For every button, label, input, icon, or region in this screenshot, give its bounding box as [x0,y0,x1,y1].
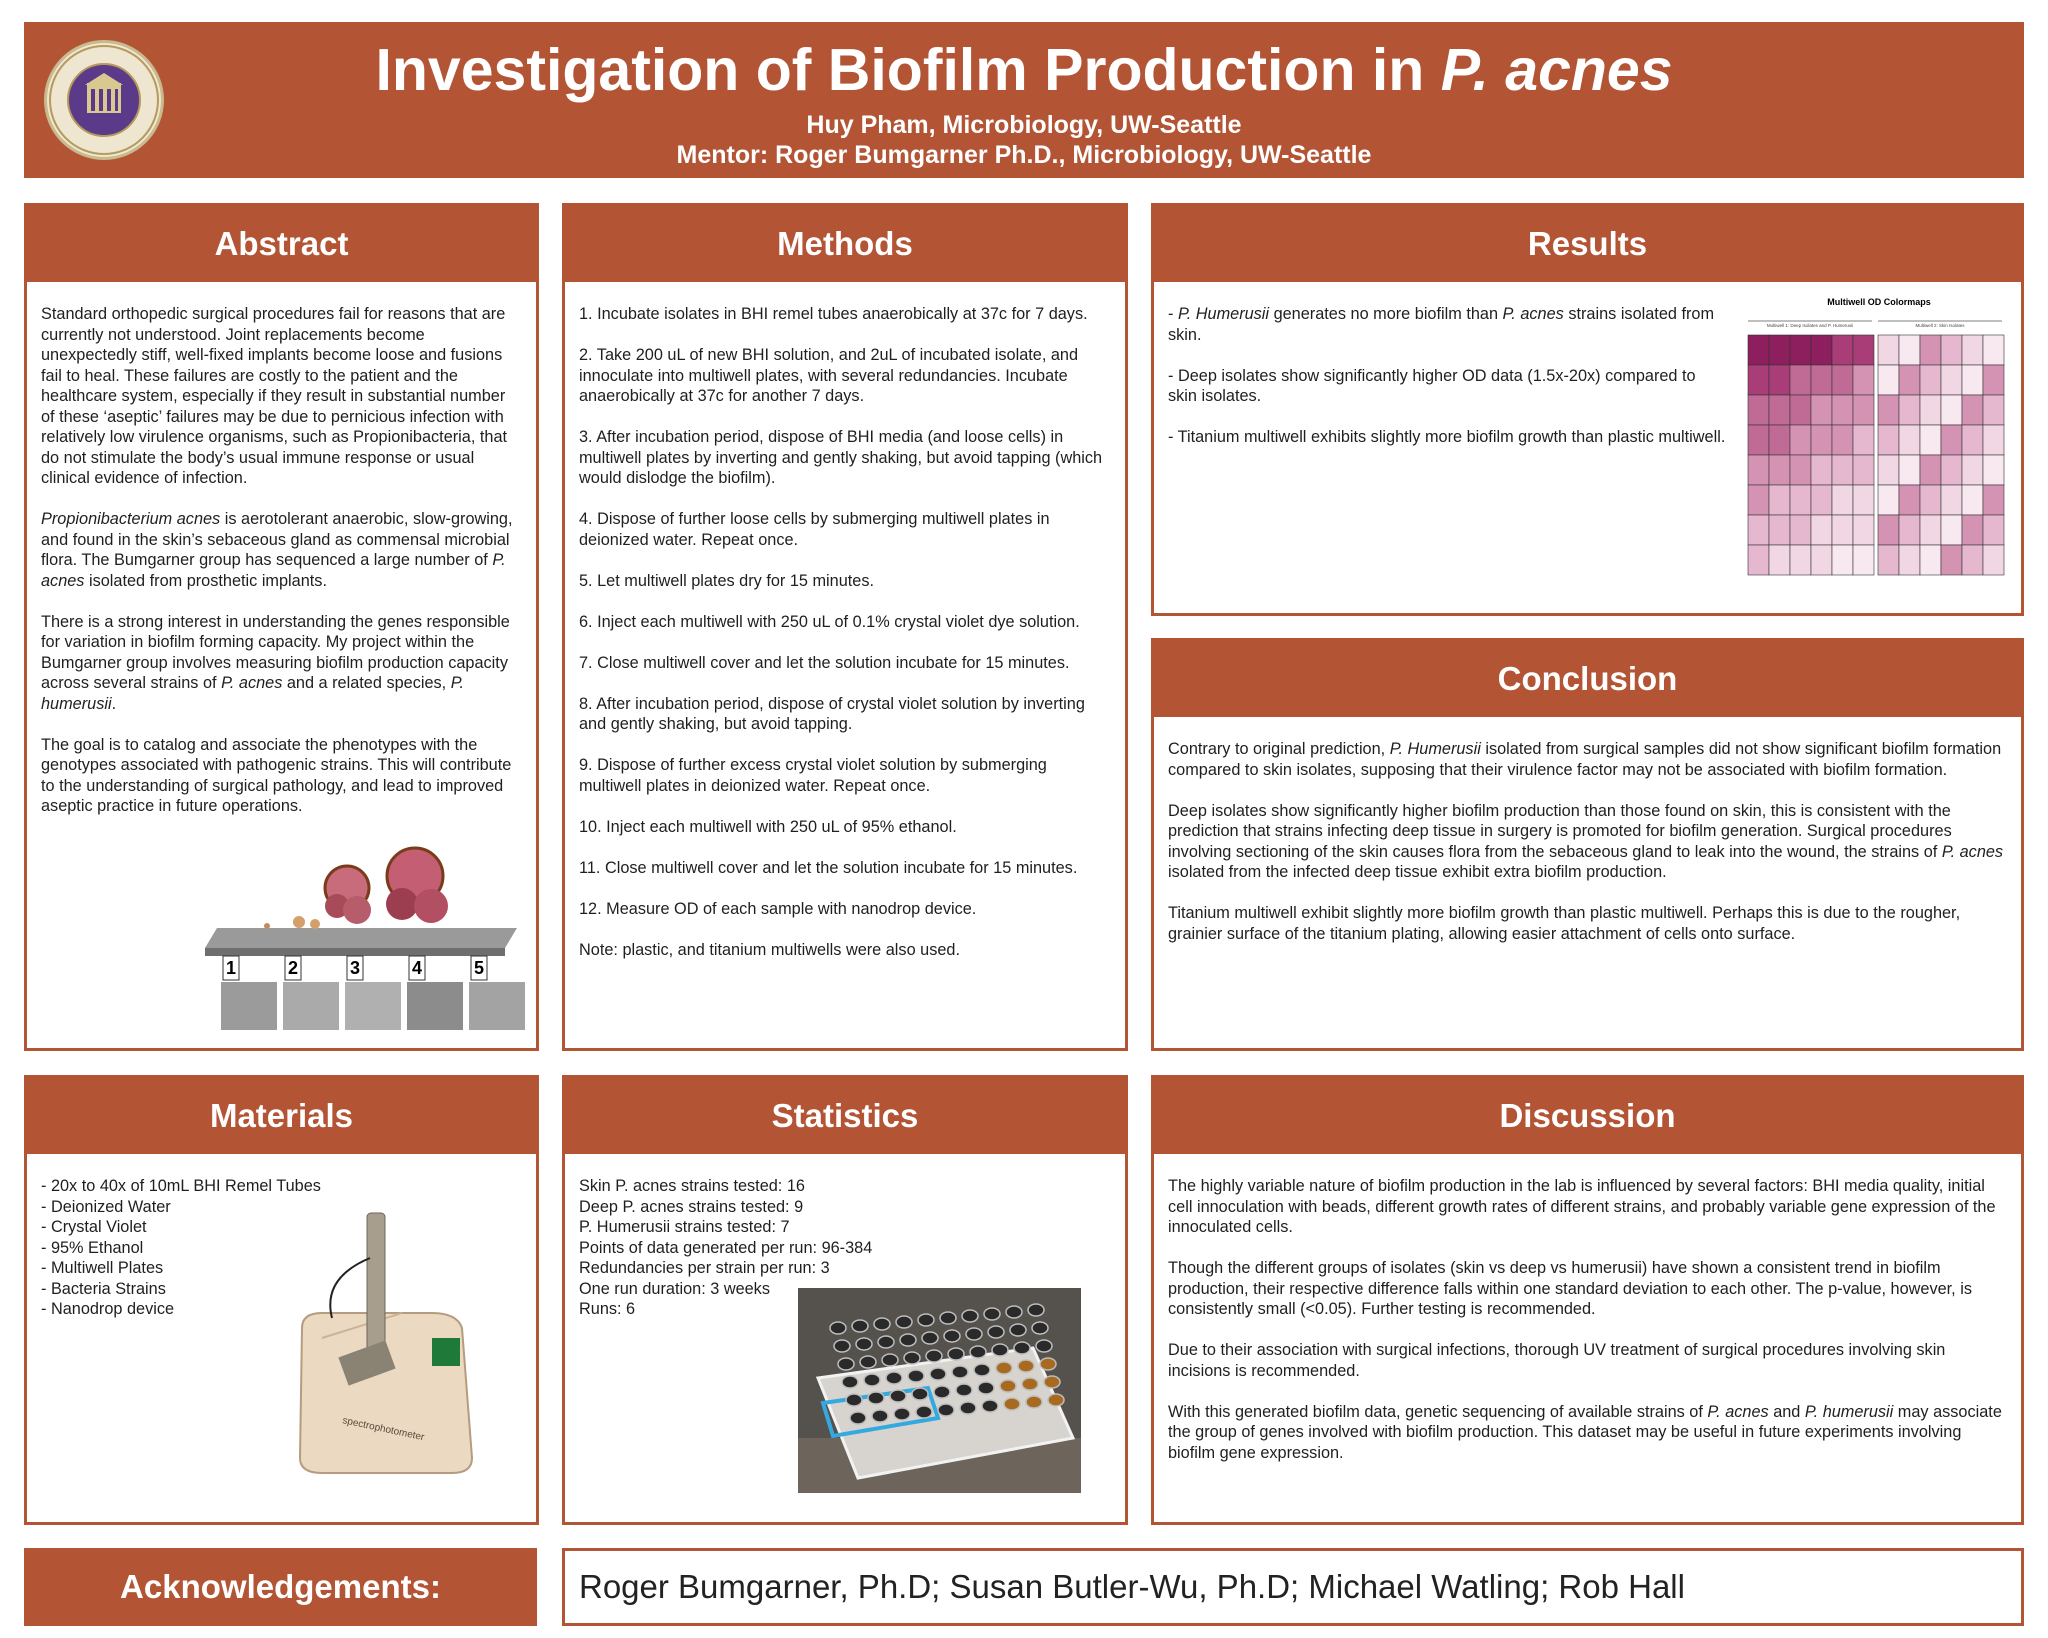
methods-step: 12. Measure OD of each sample with nanodrop device. [579,899,977,918]
tube-cap [922,1332,938,1344]
tube-cap [960,1402,976,1414]
heatmap-cell [1748,395,1769,425]
tube-cap [1014,1342,1030,1354]
heatmap-cell [1899,365,1920,395]
tube-cap [956,1384,972,1396]
heatmap-cell [1899,545,1920,575]
abstract-paragraph-3: There is a strong interest in understanding the genes responsible for variation in biofilm forming capacity. My project within the Bumgarner group involves measuring biofilm production capacity across several strains of P. acnes and a related species, P. humerusii. [41,612,510,713]
step-marker-5: 5 [473,958,485,978]
heatmap-cell [1878,515,1899,545]
heatmap-cell [1790,485,1811,515]
heatmap-cell [1878,545,1899,575]
heatmap-cell [1983,395,2004,425]
heatmap-cell [1748,455,1769,485]
tube-cap [1010,1324,1026,1336]
tube-cap [938,1404,954,1416]
tube-cap [890,1390,906,1402]
materials-panel [24,1075,539,1525]
heatmap-cell [1899,515,1920,545]
materials-item: - Multiwell Plates [41,1259,164,1277]
statistics-item: Deep P. acnes strains tested: 9 [579,1197,804,1216]
tube-cap [874,1318,890,1330]
heatmap-cell [1832,395,1853,425]
heatmap-cell [1920,395,1941,425]
heatmap-cell [1941,395,1962,425]
methods-note: Note: plastic, and titanium multiwells were also used. [579,940,960,959]
statistics-heading: Statistics [565,1078,1125,1154]
heatmap-cell [1878,365,1899,395]
tube-cap [886,1372,902,1384]
discussion-body [1154,1154,2021,1463]
methods-step: 1. Incubate isolates in BHI remel tubes anaerobically at 37c for 7 days. [579,305,1088,323]
tube-cap [856,1338,872,1350]
heatmap-cell [1832,455,1853,485]
heatmap-cell [1853,545,1874,575]
heatmap-cell [1962,365,1983,395]
statistics-item: Skin P. acnes strains tested: 16 [579,1177,805,1195]
heatmap-cell [1853,365,1874,395]
methods-step: 8. After incubation period, dispose of crystal violet solution by inverting and gently shaking, but avoid tapping. [579,694,1085,733]
heatmap-cell [1811,485,1832,515]
od-colormap-heatmap [1744,291,2014,611]
heatmap-cell [1920,515,1941,545]
heatmap-cell [1920,335,1941,365]
heatmap-cell [1983,365,2004,395]
heatmap-cell [1811,515,1832,545]
heatmap-cell [1832,335,1853,365]
tube-cap [966,1328,982,1340]
methods-step: 9. Dispose of further excess crystal violet solution by submerging multiwell plates in deionized water. Repeat once. [579,756,1047,795]
heatmap-cell [1811,425,1832,455]
acknowledgements-label: Acknowledgements: [24,1548,537,1626]
tube-cap [834,1340,850,1352]
heatmap-cell [1899,425,1920,455]
tube-cap [878,1336,894,1348]
tube-cap [918,1314,934,1326]
heatmap-cell [1832,425,1853,455]
svg-text:spectrophotometer: spectrophotometer [341,1415,426,1444]
heatmap-cell [1748,335,1769,365]
heatmap-cell [1790,365,1811,395]
methods-step: 10. Inject each multiwell with 250 uL of 95% ethanol. [579,817,957,836]
author-line: Huy Pham, Microbiology, UW-Seattle [806,111,1242,139]
methods-step: 2. Take 200 uL of new BHI solution, and 2uL of incubated isolate, and innoculate into multiwell plates, with several redundancies. Incubate anaerobically at 37c for another 7 days. [579,346,1079,405]
tube-cap [900,1334,916,1346]
results-panel [1151,203,2024,616]
tube-cap [1028,1304,1044,1316]
heatmap-cell [1832,485,1853,515]
tube-cap [1048,1394,1064,1406]
tube-cap [868,1392,884,1404]
tube-cap [830,1322,846,1334]
heatmap-cell [1853,455,1874,485]
heatmap-cell [1962,395,1983,425]
heatmap-cell [1769,395,1790,425]
tube-rack-photo [798,1288,1081,1493]
discussion-paragraph-1: The highly variable nature of biofilm production in the lab is influenced by several factors: BHI media quality, initial cell innoculation with beads, different growth rates of different strains, and probably variable gene expression of the innoculated cells. [1168,1177,1996,1236]
heatmap-cell [1811,395,1832,425]
heatmap-cell [1769,455,1790,485]
heatmap-cell [1941,545,1962,575]
tube-cap [948,1348,964,1360]
tube-cap [978,1382,994,1394]
tube-cap [934,1386,950,1398]
heatmap-cell [1832,365,1853,395]
heatmap-cell [1962,335,1983,365]
results-heading: Results [1154,206,2021,282]
heatmap-cell [1962,515,1983,545]
heatmap-cell [1920,425,1941,455]
heatmap-cell [1962,485,1983,515]
step-markers [223,956,487,980]
heatmap-cell [1790,545,1811,575]
tube-cap [882,1354,898,1366]
heatmap-cell [1748,515,1769,545]
methods-heading: Methods [565,206,1125,282]
heatmap-cell [1878,455,1899,485]
heatmap-cell [1899,485,1920,515]
heatmap-cell [1769,365,1790,395]
methods-step: 6. Inject each multiwell with 250 uL of 0.1% crystal violet dye solution. [579,612,1080,631]
heatmap-cell [1769,485,1790,515]
heatmap-cell [1983,545,2004,575]
heatmap-cell [1811,545,1832,575]
tube-cap [992,1344,1008,1356]
heatmap-title: Multiwell OD Colormaps [1827,297,1931,307]
materials-item: - Bacteria Strains [41,1279,166,1298]
acknowledgements-names: Roger Bumgarner, Ph.D; Susan Butler-Wu, Ph.D; Michael Watling; Rob Hall [562,1548,2024,1626]
tube-cap [926,1350,942,1362]
heatmap-right-label: Multiwell 2: Skin Isolates [1915,323,1965,328]
tube-cap [1032,1322,1048,1334]
materials-item: - Deionized Water [41,1197,171,1216]
heatmap-cell [1748,365,1769,395]
tube-cap [1000,1380,1016,1392]
heatmap-cell [1920,455,1941,485]
methods-step: 3. After incubation period, dispose of BHI media (and loose cells) in multiwell plates by inverting and gently shaking, but avoid tapping (which would dislodge the biofilm). [579,428,1103,487]
abstract-panel [24,203,539,1051]
tube-cap [838,1358,854,1370]
heatmap-cell [1920,365,1941,395]
results-bullet-2: - Deep isolates show significantly higher OD data (1.5x-20x) compared to skin isolates. [1168,366,1696,405]
heatmap-cell [1853,485,1874,515]
heatmap-cell [1962,455,1983,485]
tube-cap [974,1364,990,1376]
tube-cap [1022,1378,1038,1390]
tube-cap [908,1370,924,1382]
tube-cap [996,1362,1012,1374]
statistics-item: Runs: 6 [579,1300,636,1318]
heatmap-cell [1769,545,1790,575]
tube-cap [916,1406,932,1418]
heatmap-cell [1853,425,1874,455]
heatmap-cell [1983,485,2004,515]
tube-cap [962,1310,978,1322]
methods-step: 4. Dispose of further loose cells by submerging multiwell plates in deionized water. Repeat once. [579,510,1050,549]
heatmap-cell [1878,395,1899,425]
abstract-body [27,282,536,817]
heatmap-cell [1790,425,1811,455]
heatmap-cell [1920,545,1941,575]
tube-cap [1026,1396,1042,1408]
methods-body [565,282,1125,960]
heatmap-cell [1899,395,1920,425]
abstract-heading: Abstract [27,206,536,282]
conclusion-body [1154,717,2021,944]
heatmap-cell [1832,545,1853,575]
tube-cap [982,1400,998,1412]
heatmap-cell [1878,425,1899,455]
tube-cap [896,1316,912,1328]
heatmap-cell [1962,425,1983,455]
step-marker-2: 2 [287,958,299,978]
conclusion-panel [1151,638,2024,1051]
tube-cap [952,1366,968,1378]
heatmap-cell [1941,485,1962,515]
heatmap-cell [1769,335,1790,365]
materials-heading: Materials [27,1078,536,1154]
tube-cap [984,1308,1000,1320]
heatmap-cell [1983,335,2004,365]
discussion-heading: Discussion [1154,1078,2021,1154]
tube-cap [930,1368,946,1380]
heatmap-cell [1748,425,1769,455]
tube-cap [1006,1306,1022,1318]
tube-cap [842,1376,858,1388]
heatmap-cell [1899,455,1920,485]
poster-title: Investigation of Biofilm Production in P. acnes [375,37,1673,103]
tube-cap [850,1412,866,1424]
heatmap-cell [1878,335,1899,365]
statistics-item: One run duration: 3 weeks [579,1279,770,1298]
tube-cap [1036,1340,1052,1352]
conclusion-paragraph-2: Deep isolates show significantly higher biofilm production than those found on skin, this is consistent with the prediction that strains infecting deep tissue in surgery is promoted for biofilm generation. Surgical procedures involving sectioning of the skin causes flora from the sebaceous gland to leak into the wound, the strains of P. acnes isolated from the infected deep tissue exhibit extra biofilm production. [1168,801,2004,881]
heatmap-cell [1878,485,1899,515]
heatmap-cell [1790,515,1811,545]
abstract-paragraph-4: The goal is to catalog and associate the phenotypes with the genotypes associated with pathogenic strains. This will contribute to the understanding of surgical pathology, and lead to improved aseptic practice in future operations. [41,735,512,815]
methods-panel [562,203,1128,1051]
biofilm-formation-figure [187,826,527,1031]
tube-cap [872,1410,888,1422]
abstract-paragraph-2: Propionibacterium acnes is aerotolerant anaerobic, slow-growing, and found in the skin’s sebaceous gland as commensal microbial flora. The Bumgarner group has sequenced a large number of P. acnes isolated from prosthetic implants. [41,510,513,590]
conclusion-heading: Conclusion [1154,641,2021,717]
heatmap-cell [1748,485,1769,515]
tube-cap [894,1408,910,1420]
methods-step: 5. Let multiwell plates dry for 15 minutes. [579,571,875,590]
statistics-panel [562,1075,1128,1525]
heatmap-cell [1941,455,1962,485]
methods-step: 7. Close multiwell cover and let the solution incubate for 15 minutes. [579,653,1070,672]
tube-cap [970,1346,986,1358]
materials-item: - 95% Ethanol [41,1238,144,1257]
heatmap-cell [1790,455,1811,485]
heatmap-cell [1941,365,1962,395]
methods-step: 11. Close multiwell cover and let the solution incubate for 15 minutes. [579,858,1078,877]
heatmap-cell [1853,515,1874,545]
heatmap-cell [1962,545,1983,575]
conclusion-paragraph-3: Titanium multiwell exhibit slightly more biofilm growth than plastic multiwell. Perhaps this is due to the rougher, grainier surface of the titanium plating, allowing easier attachment of cells onto surface. [1168,904,1961,943]
tube-cap [852,1320,868,1332]
discussion-paragraph-3: Due to their association with surgical infections, thorough UV treatment of surgical procedures involving skin incisions is recommended. [1168,1341,1946,1380]
heatmap-cell [1853,335,1874,365]
materials-item: - Nanodrop device [41,1300,175,1318]
heatmap-cell [1832,515,1853,545]
heatmap-cell [1983,425,2004,455]
step-marker-1: 1 [225,958,237,978]
tube-cap [864,1374,880,1386]
mentor-line: Mentor: Roger Bumgarner Ph.D., Microbiology, UW-Seattle [676,141,1372,169]
heatmap-cell [1790,395,1811,425]
materials-item: - Crystal Violet [41,1218,147,1236]
tube-cap [846,1394,862,1406]
discussion-paragraph-2: Though the different groups of isolates (skin vs deep vs humerusii) have shown a consistent trend in biofilm production, their respective difference falls within one standard deviation to each other. The p-value, however, is consistently small (<0.05). Further testing is recommended. [1168,1259,1972,1318]
tube-cap [1040,1358,1056,1370]
tube-cap [1044,1376,1060,1388]
tube-cap [944,1330,960,1342]
heatmap-cell [1811,365,1832,395]
conclusion-paragraph-1: Contrary to original prediction, P. Humerusii isolated from surgical samples did not show significant biofilm formation compared to skin isolates, supposing that their virulence factor may not be associated with biofilm formation. [1168,740,2002,779]
heatmap-cell [1941,515,1962,545]
abstract-paragraph-1: Standard orthopedic surgical procedures fail for reasons that are currently not understood. Joint replacements become unexpectedly stiff, well-fixed implants become loose and fusions fail to heal. These failures are costly to the patient and the healthcare system, especially if they result in substantial number of these ‘aseptic’ failures may be due to pernicious infection with relatively low virulence organisms, such as Propionibacteria, that do not stimulate the body’s usual immune response or usual clinical evidence of infection. [41,305,508,487]
heatmap-cell [1983,455,2004,485]
heatmap-cell [1811,455,1832,485]
materials-item: - 20x to 40x of 10mL BHI Remel Tubes [41,1177,321,1195]
tube-cap [940,1312,956,1324]
tube-cap [860,1356,876,1368]
results-bullet-1: - P. Humerusii generates no more biofilm than P. acnes strains isolated from skin. [1168,305,1715,344]
step-marker-4: 4 [411,958,423,978]
heatmap-cell [1941,425,1962,455]
step-marker-3: 3 [349,958,361,978]
results-body [1154,282,1742,448]
heatmap-cell [1920,485,1941,515]
heatmap-cell [1899,335,1920,365]
tube-cap [912,1388,928,1400]
poster-header [24,22,2024,178]
tube-cap [988,1326,1004,1338]
statistics-item: P. Humerusii strains tested: 7 [579,1218,790,1236]
heatmap-cell [1748,545,1769,575]
discussion-paragraph-4: With this generated biofilm data, genetic sequencing of available strains of P. acnes and P. humerusii may associate the group of genes involved with biofilm production. This dataset may be useful in future experiments involving biofilm gene expression. [1168,1402,2002,1462]
statistics-item: Points of data generated per run: 96-384 [579,1238,873,1257]
tube-cap [1018,1360,1034,1372]
tube-cap [1004,1398,1020,1410]
heatmap-cell [1811,335,1832,365]
heatmap-cell [1769,515,1790,545]
heatmap-cell [1853,395,1874,425]
spectrophotometer-illustration [282,1208,482,1478]
heatmap-left-label: Multiwell 1: Deep Isolates and P. Humerusii [1766,323,1854,328]
heatmap-cell [1983,515,2004,545]
heatmap-cell [1790,335,1811,365]
statistics-item: Redundancies per strain per run: 3 [579,1259,830,1277]
heatmap-cell [1941,335,1962,365]
discussion-panel [1151,1075,2024,1525]
heatmap-cell [1769,425,1790,455]
tube-cap [904,1352,920,1364]
results-bullet-3: - Titanium multiwell exhibits slightly more biofilm growth than plastic multiwell. [1168,428,1726,446]
